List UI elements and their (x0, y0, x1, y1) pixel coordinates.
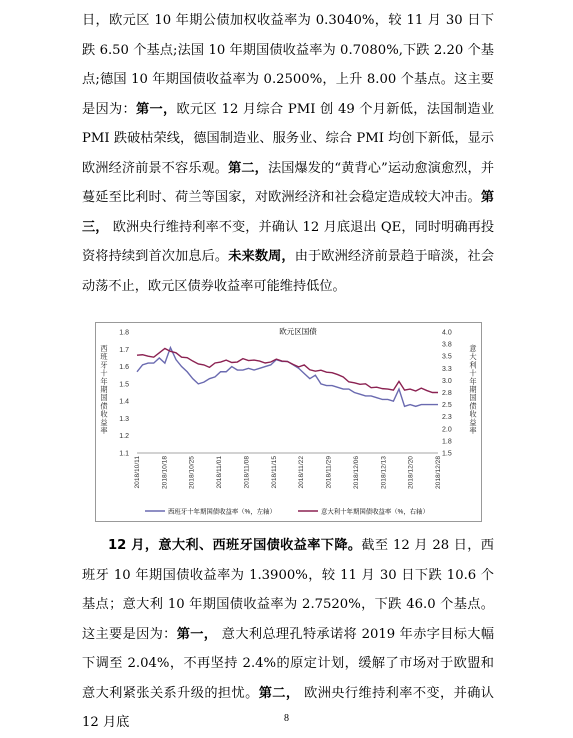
axis-label-char: 率 (469, 426, 477, 435)
left-tick-label: 1.1 (119, 450, 129, 458)
text-span: 日，欧元区 10 年期公债加权收益率为 0.3040%，较 11 月 30 日下跌 6.50 个基点;法国 10 年期国债收益率为 0.7080%,下跌 2.20 个基点;德国 10 年期国债收益率为 0.2500%，上升 8.00 个基点。这主要是因为： (82, 13, 494, 117)
axis-label-char: 意 (469, 344, 477, 353)
left-tick-label: 1.6 (119, 364, 129, 372)
axis-label-char: 率 (100, 426, 108, 435)
axis-label-char: 牙 (100, 360, 108, 370)
x-tick-label: 2018/12/28 (435, 456, 442, 490)
right-tick-label: 3.8 (442, 341, 452, 349)
axis-label-char: 债 (100, 401, 108, 411)
axis-label-char: 期 (469, 385, 477, 394)
axis-label-char: 益 (100, 417, 108, 427)
text-span: 法国爆发的“黄背心”运动愈演愈烈，并蔓延至比利时、荷兰等国家，对欧洲经济和社会稳定造成较大冲击。 (82, 160, 495, 205)
keyword-outlook: 未来数周， (228, 249, 295, 264)
x-tick-label: 2018/11/29 (325, 456, 333, 489)
text-span: 意大利总理孔特承诺将 2019 年赤字目标大幅下调至 2.04%，不再坚持 2.4%的原定计划，缓解了市场对于欧盟和意大利紧张关系升级的担忧。 (82, 626, 495, 701)
axis-label-char: 国 (469, 393, 477, 403)
x-tick-label: 2018/12/20 (407, 456, 415, 490)
paragraph-italy-spain-yields (82, 531, 494, 738)
chart-svg (95, 322, 482, 522)
x-tick-label: 2018/10/11 (134, 456, 141, 489)
right-tick-label: 1.8 (442, 438, 452, 446)
right-tick-label: 1.5 (442, 450, 452, 458)
y-axis-label-right (469, 344, 477, 435)
right-tick-label: 4.0 (442, 329, 452, 337)
text-span: 欧洲央行维持利率不变，并确认 12 月底 (82, 685, 494, 730)
axis-label-char: 期 (100, 385, 108, 394)
text-span: 截至 12 月 28 日，西班牙 10 年期国债收益率为 1.3900%，较 11 月 30 日下跌 10.6 个基点；意大利 10 年期国债收益率为 2.7520%，下跌 46.0 个基点。这主要是因为： (82, 538, 494, 642)
axis-label-char: 国 (100, 393, 108, 403)
axis-label-char: 十 (469, 368, 477, 378)
x-tick-label: 2018/12/13 (380, 456, 388, 490)
left-tick-label: 1.3 (119, 415, 129, 423)
text-span: 欧元区 12 月综合 PMI 创 49 个月新低，法国制造业 PMI 跌破枯荣线，德国制造业、服务业、综合 PMI 均创下新低，显示欧洲经济前景不容乐观。 (82, 101, 495, 176)
left-tick-label: 1.5 (119, 381, 129, 389)
keyword-second: 第二， (228, 160, 268, 176)
right-tick-label: 3.5 (442, 353, 452, 361)
axis-label-char: 班 (100, 352, 108, 362)
axis-label-char: 年 (100, 376, 108, 386)
left-tick-label: 1.8 (119, 329, 129, 337)
chart-title: 欧元区国债 (279, 327, 317, 336)
text-span: 欧洲央行维持利率不变，并确认 12 月底退出 QE，同时明确再投资将持续到首次加息后。 (82, 219, 495, 264)
keyword-second: 第二， (258, 685, 300, 701)
right-tick-label: 2.3 (442, 414, 452, 422)
legend-label-italy: 意大利十年期国债收益率（%，右轴） (321, 508, 429, 516)
x-tick-label: 2018/12/06 (352, 456, 360, 490)
axis-label-char: 大 (469, 352, 477, 362)
axis-label-char: 年 (469, 376, 477, 386)
left-tick-label: 1.2 (119, 433, 129, 441)
x-tick-label: 2018/11/22 (298, 456, 306, 489)
axis-label-char: 利 (469, 360, 477, 370)
axis-label-char: 益 (469, 417, 477, 427)
axis-label-char: 十 (100, 368, 108, 378)
paragraph-eurozone-yields (82, 6, 494, 301)
x-tick-label: 2018/11/08 (243, 456, 251, 489)
x-tick-label: 2018/10/18 (161, 456, 169, 490)
x-tick-label: 2018/11/01 (216, 456, 224, 489)
x-tick-label: 2018/11/15 (270, 456, 278, 489)
right-tick-label: 2.0 (442, 426, 452, 434)
chart-border (96, 323, 482, 522)
right-tick-label: 3.0 (442, 377, 452, 385)
axis-label-char: 债 (469, 401, 477, 411)
keyword-first: 第一， (136, 101, 177, 117)
keyword-third: 第三， (82, 190, 494, 235)
page-number: 8 (284, 713, 289, 724)
text-span: 由于欧洲经济前景趋于暗淡，社会动荡不止，欧元区债券收益率可能维持低位。 (82, 249, 495, 294)
right-tick-label: 2.5 (442, 402, 452, 410)
keyword-first: 第一， (176, 626, 218, 642)
left-tick-label: 1.7 (119, 346, 129, 354)
axis-label-char: 西 (100, 344, 108, 353)
legend-label-spain: 西班牙十年期国债收益率（%，左轴） (168, 508, 276, 516)
x-tick-label: 2018/10/25 (188, 456, 196, 490)
eurozone-bond-chart (95, 322, 482, 522)
y-axis-label-left (100, 344, 108, 435)
paragraph-lead: 12 月，意大利、西班牙国债收益率下降。 (108, 538, 362, 553)
right-tick-label: 3.3 (442, 365, 452, 373)
axis-label-char: 收 (100, 409, 108, 419)
left-tick-label: 1.4 (119, 398, 129, 406)
axis-label-char: 收 (469, 409, 477, 419)
right-tick-label: 2.8 (442, 390, 452, 397)
